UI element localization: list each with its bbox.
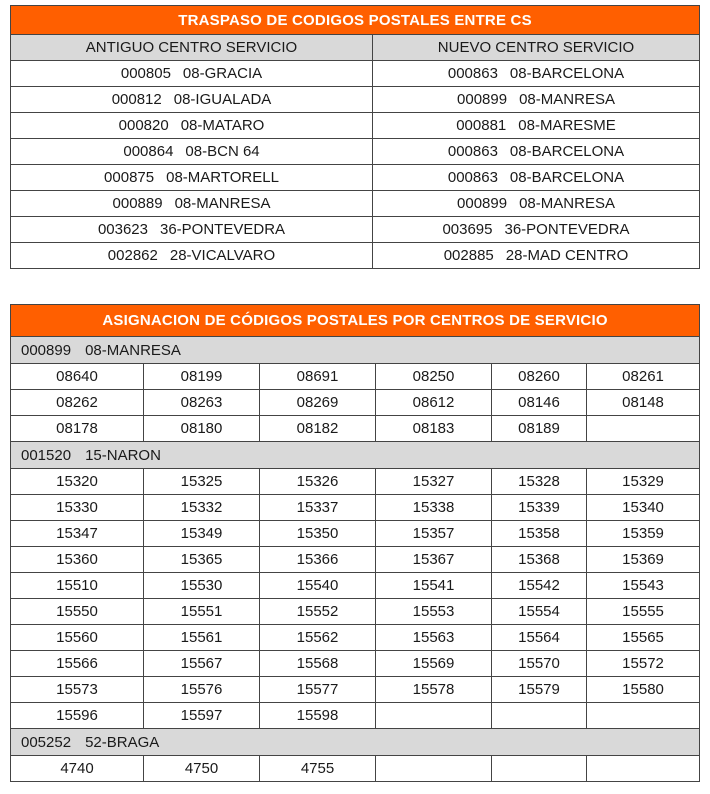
postal-code-cell: 4740	[11, 756, 144, 782]
old-center-code: 000889	[112, 195, 163, 212]
postal-code-cell: 15338	[376, 495, 492, 521]
postal-code-cell: 15358	[492, 521, 587, 547]
new-center-cell	[373, 87, 700, 113]
postal-code-cell: 15359	[587, 521, 700, 547]
postal-code-cell: 4750	[144, 756, 260, 782]
postal-code-cell: 15325	[144, 469, 260, 495]
postal-code-cell	[376, 756, 492, 782]
postal-code-cell: 08261	[587, 364, 700, 390]
table-row	[11, 469, 700, 495]
new-center-cell	[373, 191, 700, 217]
table-row	[11, 677, 700, 703]
postal-code-cell: 15596	[11, 703, 144, 729]
postal-code-cell: 15541	[376, 573, 492, 599]
postal-code-cell: 15326	[260, 469, 376, 495]
old-center-code: 000875	[104, 169, 155, 186]
old-center-cell	[11, 191, 373, 217]
new-center-name: 08-MARESME	[518, 117, 616, 134]
postal-code-cell	[587, 756, 700, 782]
postal-code-cell: 15564	[492, 625, 587, 651]
postal-code-cell: 15597	[144, 703, 260, 729]
service-center-code: 000899	[21, 341, 72, 359]
new-center-name: 08-BARCELONA	[509, 143, 625, 160]
new-center-code: 000899	[457, 91, 508, 108]
new-center-name: 08-BARCELONA	[509, 169, 625, 186]
service-center-header	[11, 442, 700, 469]
old-center-cell	[11, 165, 373, 191]
postal-code-cell: 15367	[376, 547, 492, 573]
postal-code-cell: 15572	[587, 651, 700, 677]
postal-code-cell: 15555	[587, 599, 700, 625]
column-header-new-center: NUEVO CENTRO SERVICIO	[373, 35, 700, 61]
new-center-name: 28-MAD CENTRO	[505, 247, 629, 264]
service-center-code: 001520	[21, 446, 72, 464]
postal-code-cell: 08199	[144, 364, 260, 390]
postal-code-cell: 15369	[587, 547, 700, 573]
table-row	[11, 756, 700, 782]
postal-code-cell	[376, 703, 492, 729]
old-center-name: 36-PONTEVEDRA	[160, 221, 286, 238]
postal-code-cell: 15598	[260, 703, 376, 729]
postal-code-cell: 15530	[144, 573, 260, 599]
traspaso-title: TRASPASO DE CODIGOS POSTALES ENTRE CS	[11, 6, 700, 35]
table-row	[11, 87, 700, 113]
table-row	[11, 191, 700, 217]
old-center-cell	[11, 61, 373, 87]
postal-code-cell: 15569	[376, 651, 492, 677]
postal-code-cell	[492, 703, 587, 729]
old-center-cell	[11, 217, 373, 243]
old-center-cell	[11, 113, 373, 139]
postal-code-cell: 15510	[11, 573, 144, 599]
postal-code-cell: 08148	[587, 390, 700, 416]
old-center-name: 08-GRACIA	[182, 65, 263, 82]
old-center-cell	[11, 139, 373, 165]
postal-code-cell	[587, 703, 700, 729]
postal-code-cell: 15320	[11, 469, 144, 495]
new-center-cell	[373, 165, 700, 191]
new-center-code: 000899	[457, 195, 508, 212]
old-center-code: 000864	[123, 143, 174, 160]
postal-code-cell: 08640	[11, 364, 144, 390]
postal-code-cell: 15573	[11, 677, 144, 703]
new-center-code: 000863	[447, 143, 498, 160]
postal-code-cell: 15357	[376, 521, 492, 547]
new-center-cell	[373, 139, 700, 165]
postal-code-cell: 15562	[260, 625, 376, 651]
new-center-name: 08-MANRESA	[519, 91, 615, 108]
table-row	[11, 390, 700, 416]
postal-code-cell: 08612	[376, 390, 492, 416]
table-row	[11, 495, 700, 521]
group-header-row	[11, 337, 700, 364]
postal-code-cell: 15553	[376, 599, 492, 625]
old-center-name: 08-MATARO	[180, 117, 265, 134]
old-center-code: 000820	[118, 117, 169, 134]
table-row	[11, 243, 700, 269]
postal-code-cell: 15560	[11, 625, 144, 651]
postal-code-cell: 15579	[492, 677, 587, 703]
postal-code-cell: 08250	[376, 364, 492, 390]
old-center-name: 08-MARTORELL	[166, 169, 279, 186]
table-row	[11, 113, 700, 139]
postal-code-cell: 15349	[144, 521, 260, 547]
table-row	[11, 573, 700, 599]
postal-code-cell	[492, 756, 587, 782]
old-center-cell	[11, 87, 373, 113]
old-center-name: 08-BCN 64	[185, 143, 260, 160]
table-row	[11, 165, 700, 191]
service-center-code: 005252	[21, 733, 72, 751]
old-center-code: 000812	[111, 91, 162, 108]
postal-code-cell: 15330	[11, 495, 144, 521]
new-center-name: 36-PONTEVEDRA	[504, 221, 630, 238]
new-center-code: 000881	[456, 117, 507, 134]
postal-code-cell: 15568	[260, 651, 376, 677]
table-row	[11, 139, 700, 165]
table-row	[11, 547, 700, 573]
old-center-code: 003623	[97, 221, 148, 238]
table-row	[11, 521, 700, 547]
old-center-code: 002862	[107, 247, 158, 264]
asignacion-table	[10, 304, 700, 782]
postal-code-cell: 08262	[11, 390, 144, 416]
asignacion-table-container	[10, 304, 699, 782]
postal-code-cell: 08182	[260, 416, 376, 442]
postal-code-cell: 08691	[260, 364, 376, 390]
postal-code-cell: 15328	[492, 469, 587, 495]
table-row	[11, 599, 700, 625]
new-center-cell	[373, 217, 700, 243]
postal-code-cell: 15350	[260, 521, 376, 547]
postal-code-cell: 15329	[587, 469, 700, 495]
postal-code-cell: 15554	[492, 599, 587, 625]
new-center-code: 003695	[442, 221, 493, 238]
group-header-row	[11, 442, 700, 469]
new-center-cell	[373, 113, 700, 139]
old-center-name: 28-VICALVARO	[169, 247, 276, 264]
new-center-name: 08-MANRESA	[519, 195, 615, 212]
postal-code-cell: 15565	[587, 625, 700, 651]
old-center-name: 08-IGUALADA	[173, 91, 272, 108]
postal-code-cell: 15337	[260, 495, 376, 521]
postal-code-cell: 15570	[492, 651, 587, 677]
postal-code-cell: 15365	[144, 547, 260, 573]
postal-code-cell: 15347	[11, 521, 144, 547]
postal-code-cell: 15360	[11, 547, 144, 573]
postal-code-cell: 15327	[376, 469, 492, 495]
postal-code-cell: 15332	[144, 495, 260, 521]
traspaso-table	[10, 5, 700, 269]
postal-code-cell: 15540	[260, 573, 376, 599]
postal-code-cell: 15577	[260, 677, 376, 703]
postal-code-cell: 15580	[587, 677, 700, 703]
service-center-name: 52-BRAGA	[85, 733, 160, 751]
postal-code-cell: 15578	[376, 677, 492, 703]
postal-code-cell: 08260	[492, 364, 587, 390]
postal-code-cell: 08263	[144, 390, 260, 416]
postal-code-cell: 15567	[144, 651, 260, 677]
service-center-name: 08-MANRESA	[85, 341, 181, 359]
postal-code-cell: 15561	[144, 625, 260, 651]
postal-code-cell: 15543	[587, 573, 700, 599]
old-center-code: 000805	[120, 65, 171, 82]
postal-code-cell: 15542	[492, 573, 587, 599]
postal-code-cell: 15566	[11, 651, 144, 677]
asignacion-title: ASIGNACION DE CÓDIGOS POSTALES POR CENTROS DE SERVICIO	[11, 305, 700, 337]
postal-code-cell: 15368	[492, 547, 587, 573]
postal-code-cell: 4755	[260, 756, 376, 782]
table-row	[11, 416, 700, 442]
new-center-cell	[373, 243, 700, 269]
new-center-cell	[373, 61, 700, 87]
postal-code-cell: 08146	[492, 390, 587, 416]
old-center-cell	[11, 243, 373, 269]
new-center-code: 000863	[447, 169, 498, 186]
postal-code-cell: 15340	[587, 495, 700, 521]
column-header-old-center: ANTIGUO CENTRO SERVICIO	[11, 35, 373, 61]
new-center-code: 002885	[443, 247, 494, 264]
postal-code-cell	[587, 416, 700, 442]
postal-code-cell: 15576	[144, 677, 260, 703]
service-center-header	[11, 337, 700, 364]
postal-code-cell: 15551	[144, 599, 260, 625]
postal-code-cell: 15339	[492, 495, 587, 521]
postal-code-cell: 08183	[376, 416, 492, 442]
table-row	[11, 364, 700, 390]
postal-code-cell: 15552	[260, 599, 376, 625]
old-center-name: 08-MANRESA	[174, 195, 271, 212]
postal-code-cell: 08269	[260, 390, 376, 416]
postal-code-cell: 15366	[260, 547, 376, 573]
table-row	[11, 703, 700, 729]
postal-code-cell: 15563	[376, 625, 492, 651]
new-center-name: 08-BARCELONA	[509, 65, 625, 82]
postal-code-cell: 08178	[11, 416, 144, 442]
table-row	[11, 217, 700, 243]
service-center-header	[11, 729, 700, 756]
traspaso-table-container	[10, 5, 699, 269]
postal-code-cell: 08189	[492, 416, 587, 442]
table-row	[11, 61, 700, 87]
new-center-code: 000863	[447, 65, 498, 82]
table-row	[11, 651, 700, 677]
postal-code-cell: 15550	[11, 599, 144, 625]
postal-code-cell: 08180	[144, 416, 260, 442]
service-center-name: 15-NARON	[85, 446, 161, 464]
group-header-row	[11, 729, 700, 756]
table-row	[11, 625, 700, 651]
